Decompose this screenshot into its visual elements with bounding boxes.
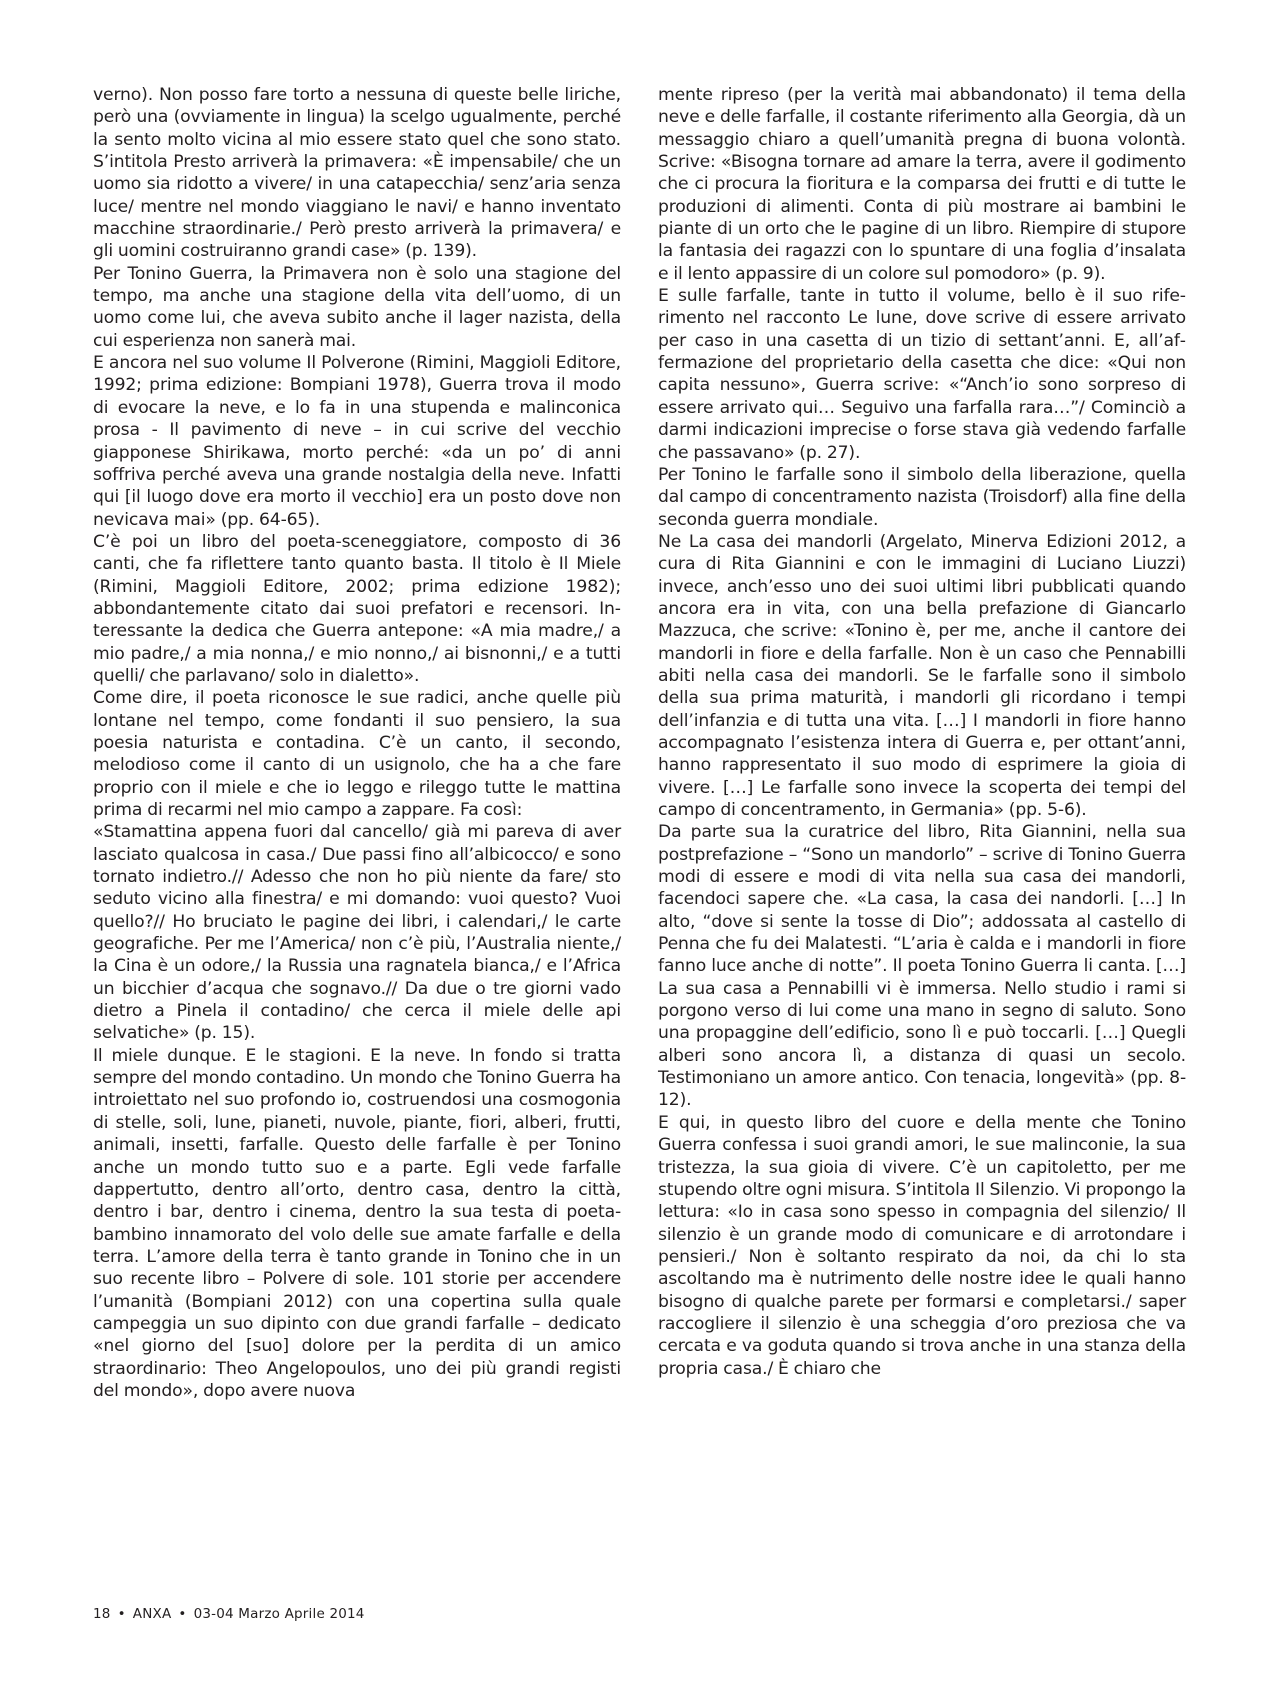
paragraph: E qui, in questo libro del cuore e della mente che Tonino Guerra confessa i suoi grandi amori, le sue malinconie, la sua tristezza, la sua gioia di vivere. C’è un capitoletto, per me stupendo oltre ogni misura. S’intitola Il Silenzio. Vi propongo la lettura: «Io in casa sono spesso in compagnia del silenzio/ Il silenzio è un grande modo di comunicare e di arrotondare i pensieri./ Non è soltanto respirato da noi, da chi lo sta ascoltando ma è nutrimento delle nostre idee le quali hanno bisogno di qualche parete per formarsi e completarsi./ saper raccogliere il silenzio è una scheggia d’oro preziosa che va cercata e va goduta quando si trova anche in una stanza della propria casa./ È chiaro che: [658, 1112, 1186, 1379]
paragraph: Per Tonino le farfalle sono il simbolo della liberazione, quella dal campo di concentramento nazista (Troisdorf) alla fine della seconda guerra mondiale.: [658, 464, 1186, 530]
issue-date: 03-04 Marzo Aprile 2014: [193, 1606, 365, 1622]
right-column: [658, 84, 1186, 1380]
paragraph: Il miele dunque. E le stagioni. E la neve. In fondo si tratta sempre del mondo contadino. Un mondo che Tonino Guerra ha introiettato nel suo profondo io, costruendosi una cosmogonia di stelle, soli, lune, pianeti, nuvole, piante, fiori, alberi, frutti, animali, insetti, farfalle. Questo delle farfalle è per Tonino anche un mondo tutto suo e a parte. Egli vede farfalle dappertutto, dentro all’orto, dentro casa, dentro la città, dentro i bar, dentro i cinema, dentro la sua testa di poeta-bambino innamorato del volo delle sue amate farfalle e della terra. L’amore della terra è tanto grande in Tonino che in un suo recente libro – Polvere di sole. 101 storie per accendere l’umanità (Bompiani 2012) con una copertina sulla quale campeggia un suo dipinto con due grandi farfalle – dedicato «nel giorno del [suo] dolore per la perdita di un amico straordinario: Theo Angelopoulos, uno dei più grandi registi del mondo», dopo avere nuova: [93, 1045, 621, 1401]
paragraph: Come dire, il poeta riconosce le sue radici, anche quelle più lontane nel tempo, come fondanti il suo pensiero, la sua poesia naturista e contadina. C’è un canto, il secondo, melodioso come il canto di un usignolo, che ha a che fare proprio con il miele e che io leggo e rileggo tutte le mattina prima di recarmi nel mio campo a zappare. Fa così:: [93, 688, 621, 820]
left-column: [93, 84, 621, 1402]
paragraph: C’è poi un libro del poeta-sceneggiatore, composto di 36 canti, che fa riflettere tanto quanto basta. Il titolo è Il Miele (Rimini, Maggioli Editore, 2002; prima edizione 1982); abbondantemente citato dai suoi prefatori e recensori. Interessante la dedica che Guerra antepone: «A mia madre,/ a mio padre,/ a mia nonna,/ e mio nonno,/ ai bisnonni,/ e a tutti quelli/ che parlavano/ solo in dialetto».: [93, 531, 621, 686]
paragraph: Per Tonino Guerra, la Primavera non è solo una stagione del tempo, ma anche una stagione della vita dell’uomo, di un uomo come lui, che aveva subito anche il lager nazista, della cui esperienza non sanerà mai.: [93, 263, 621, 351]
bullet-separator: •: [178, 1606, 187, 1622]
bullet-separator: •: [117, 1606, 126, 1622]
paragraph: E ancora nel suo volume Il Polverone (Rimini, Maggioli Editore, 1992; prima edizione: Bompiani 1978), Guerra trova il modo di evocare la neve, e lo fa in una stupenda e malinconica prosa - Il pavimento di neve – in cui scrive del vecchio giapponese Shirikawa, morto perché: «da un po’ di anni soffriva perché aveva una grande nostalgia della neve. Infatti qui [il luogo dove era morto il vecchio] era un posto dove non nevicava mai» (pp. 64-65).: [93, 353, 621, 530]
paragraph: verno). Non posso fare torto a nessuna di queste belle liriche, però una (ovviamente in lingua) la scelgo ugualmente, perché la sento molto vicina al mio essere stato quel che sono stato. S’intitola Presto arriverà la primavera: «È impensabile/ che un uomo sia ridotto a vivere/ in una catapecchia/ senz’aria senza luce/ mentre nel mondo viaggiano le navi/ e hanno inventato macchine straordinarie./ Però presto arriverà la primavera/ e gli uomini costruiranno grandi case» (p. 139).: [93, 85, 621, 262]
paragraph: Da parte sua la curatrice del libro, Rita Giannini, nella sua postprefazione – “Sono un mandorlo” – scrive di Tonino Guerra modi di essere e modi di vita nella sua casa dei mandorli, facendoci sapere che. «La casa, la casa dei nandorli. […] In alto, “dove si sente la tosse di Dio”; addossata al castello di Penna che fu dei Malatesti. “L’aria è calda e i mandorli in fiore fanno luce anche di notte”. Il poeta Tonino Guerra li canta. […] La sua casa a Pennabilli vi è immersa. Nello studio i rami si porgono verso di lui come una mano in segno di saluto. Sono una propaggine dell’edificio, sono lì e può toccarli. […] Quegli alberi sono ancora lì, a distanza di quasi un secolo. Testimoniano un amore antico. Con tenacia, longevità» (pp. 8-12).: [658, 822, 1186, 1111]
paragraph: «Stamattina appena fuori dal cancello/ già mi pareva di aver lasciato qualcosa in casa./ Due passi fino all’albicocco/ e sono tornato indietro.// Adesso che non ho più niente da fare/ sto seduto vicino alla finestra/ e mi domando: vuoi questo? Vuoi quello?// Ho bruciato le pagine dei libri, i calendari,/ le carte geografiche. Per me l’America/ non c’è più, l’Australia niente,/ la Cina è un odore,/ la Russia una ragnatela bianca,/ e l’Africa un bicchier d’acqua che sognavo.// Da due o tre giorni vado dietro a Pinela il contadino/ che cerca il miele delle api selvatiche» (p. 15).: [93, 822, 621, 1044]
page-number: 18: [93, 1606, 111, 1622]
paragraph: mente ripreso (per la verità mai abbandonato) il tema della neve e delle farfalle, il costante riferimento alla Georgia, dà un messaggio chiaro a quell’umanità pregna di buona volontà. Scrive: «Bisogna tornare ad amare la terra, avere il godimento che ci procura la fioritura e la comparsa dei frutti e di tutte le produzioni di alimenti. Conta di più mostrare ai bambini le piante di un orto che le pagine di un libro. Riempire di stupore la fantasia dei ragazzi con lo spuntare di una foglia d’insalata e il lento appassire di un colore sul pomodoro» (p. 9).: [658, 85, 1186, 284]
paragraph: E sulle farfalle, tante in tutto il volume, bello è il suo riferimento nel racconto Le lune, dove scrive di essere arrivato per caso in una casetta di un tizio di settant’anni. E, all’affermazione del proprietario della casetta che dice: «Qui non capita nessuno», Guerra scrive: «“Anch’io sono sorpreso di essere arrivato qui… Seguivo una farfalla rara…”/ Cominciò a darmi indicazioni imprecise o forse stava già vedendo farfalle che passavano» (p. 27).: [658, 286, 1186, 463]
page-footer: [93, 1606, 365, 1622]
publication-name: ANXA: [132, 1606, 172, 1622]
paragraph: Ne La casa dei mandorli (Argelato, Minerva Edizioni 2012, a cura di Rita Giannini e con le immagini di Luciano Liuzzi) invece, anch’esso uno dei suoi ultimi libri pubblicati quando ancora era in vita, con una bella prefazione di Giancarlo Mazzuca, che scrive: «Tonino è, per me, anche il cantore dei mandorli in fiore e della farfalle. Non è un caso che Pennabilli abiti nella casa dei mandorli. Se le farfalle sono il simbolo della sua prima maturità, i mandorli gli ricordano i tempi dell’infanzia e di tutta una vita. […] I mandorli in fiore hanno accompagnato l’esistenza intera di Guerra e, per ottant’anni, hanno rappresentato il suo modo di esprimere la gioia di vivere. […] Le farfalle sono invece la scoperta dei tempi del campo di concentramento, in Germania» (pp. 5-6).: [658, 531, 1186, 820]
